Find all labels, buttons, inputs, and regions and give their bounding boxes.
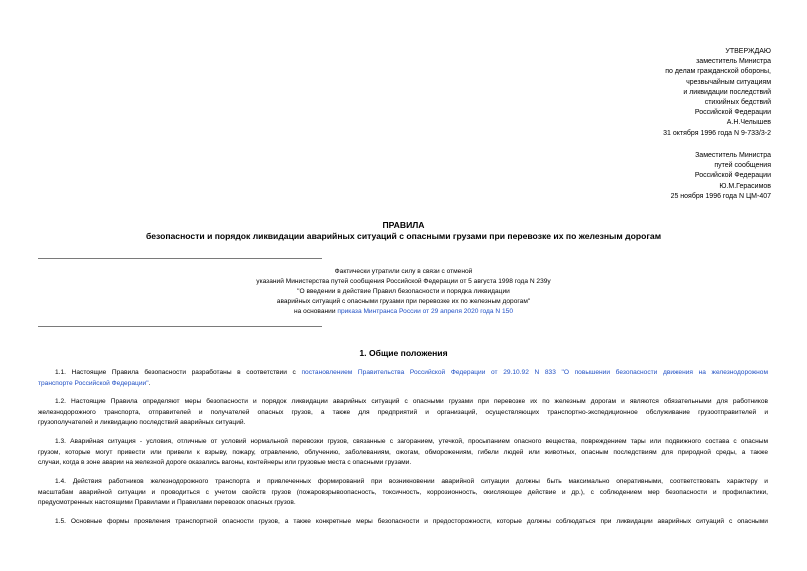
approval-signatory: А.Н.Челышев [726,119,771,127]
paragraph-line: предусмотренных настоящими Правилами и Правилами перевозок опасных грузов. [38,499,296,506]
approval-line: чрезвычайным ситуациям [686,78,771,86]
paragraph-line: грузом, которые могут привести или привели к взрыву, пожару, отравлению, облучению, заболеваниям, ожогам, обморожениям, гибели людей или животных, опасным последствиям для природной среды, а также [38,448,768,456]
status-note [0,267,807,317]
paragraph-line: 1.3. Аварийная ситуация - условия, отличные от условий нормальной перевозки грузов, связанные с загоранием, утечкой, просыпанием опасного вещества, повреждением тары или подвижного состава с опасным [55,438,768,445]
status-line [0,307,807,317]
approval-line: и ликвидации последствий [683,88,771,96]
paragraph-line: 1.5. Основные формы проявления транспортной опасности грузов, а также конкретные меры безопасности и предосторожности, которые должны соблюдаться при ликвидации аварийных ситуаций с опасными [55,518,768,525]
paragraph-line: масштабам аварийной ситуации и проводиться с учетом свойств грузов (пожаровзрывоопасность, токсичность, коррозионность, окисляющее действие и др.), с соблюдением мер безопасности и профилактики, [38,488,768,496]
approval-line: Российской Федерации [694,109,771,117]
approval-date: 25 ноября 1996 года N ЦМ-407 [670,192,771,200]
status-line: указаний Министерства путей сообщения Российской Федерации от 5 августа 1998 года N 239у [256,277,551,285]
paragraph-line: железнодорожного транспорта, отправителей и получателей опасных грузов, а также для предприятий и организаций, осуществляющих транспортно-экспедиционное обслуживание грузоотправителей и [38,408,768,416]
paragraph-1-4 [38,477,768,509]
approval-line: стихийных бедствий [704,99,771,107]
document-subtitle: безопасности и порядок ликвидации аварийных ситуаций с опасными грузами при перевозке их по железным дорогам [145,231,662,241]
paragraph-1-3 [38,437,768,469]
paragraph-1-2 [38,397,768,429]
paragraph-line: 1.2. Настоящие Правила определяют меры безопасности и порядок ликвидации аварийных ситуаций с опасными грузами при перевозке их по железным дорогам и являются обязательными для работников [55,398,768,405]
status-divider-top [38,258,322,259]
paragraph-1-5 [38,517,768,528]
status-line: Фактически утратили силу в связи с отменой [334,268,473,275]
paragraph-text: 1.1. Настоящие Правила безопасности разработаны в соответствии с [55,369,302,376]
approval-block-ministry-railways [671,151,771,202]
approval-line: путей сообщения [714,162,771,170]
paragraph-line [38,368,768,379]
document-title: ПРАВИЛА [382,220,425,230]
approval-line: УТВЕРЖДАЮ [725,48,771,55]
government-decree-link-continued[interactable]: транспорте Российской Федерации" [38,379,149,387]
paragraph-line: 1.4. Действия работников железнодорожного транспорта и привлеченных формирований при возникновении аварийной ситуации должны быть максимально оперативными, соответствовать характеру и [55,478,768,485]
approval-signatory: Ю.М.Герасимов [719,182,771,190]
status-line: аварийных ситуаций с опасными грузами при перевозке их по железным дорогам" [276,297,531,305]
paragraph-line [38,379,768,390]
status-divider-bottom [38,326,322,327]
section-heading: 1. Общие положения [359,348,448,358]
paragraph-1-1 [38,368,768,389]
approval-line: заместитель Министра [696,58,771,66]
approval-block-ministry-emergency [663,47,771,139]
approval-line: по делам гражданской обороны, [665,68,771,76]
paragraph-line: грузополучателей и ликвидацию последствий аварийных ситуаций. [38,419,246,426]
paragraph-text: . [148,379,151,387]
status-line: "О введении в действие Правил безопасности и порядка ликвидации [297,287,510,295]
paragraph-line: случаи, когда в зоне аварии на железной дороге оказались вагоны, контейнеры или грузовые места с опасными грузами. [38,459,412,466]
approval-date: 31 октября 1996 года N 9-733/3-2 [663,129,771,137]
status-prefix: на основании [294,307,338,315]
repeal-order-link[interactable]: приказа Минтранса России от 29 апреля 2020 года N 150 [337,307,513,315]
approval-line: Заместитель Министра [695,152,771,159]
government-decree-link[interactable]: постановлением Правительства Российской Федерации от 29.10.92 N 833 "О повышении безопасности движения на железнодорожном [301,369,768,376]
approval-line: Российской Федерации [694,172,771,180]
